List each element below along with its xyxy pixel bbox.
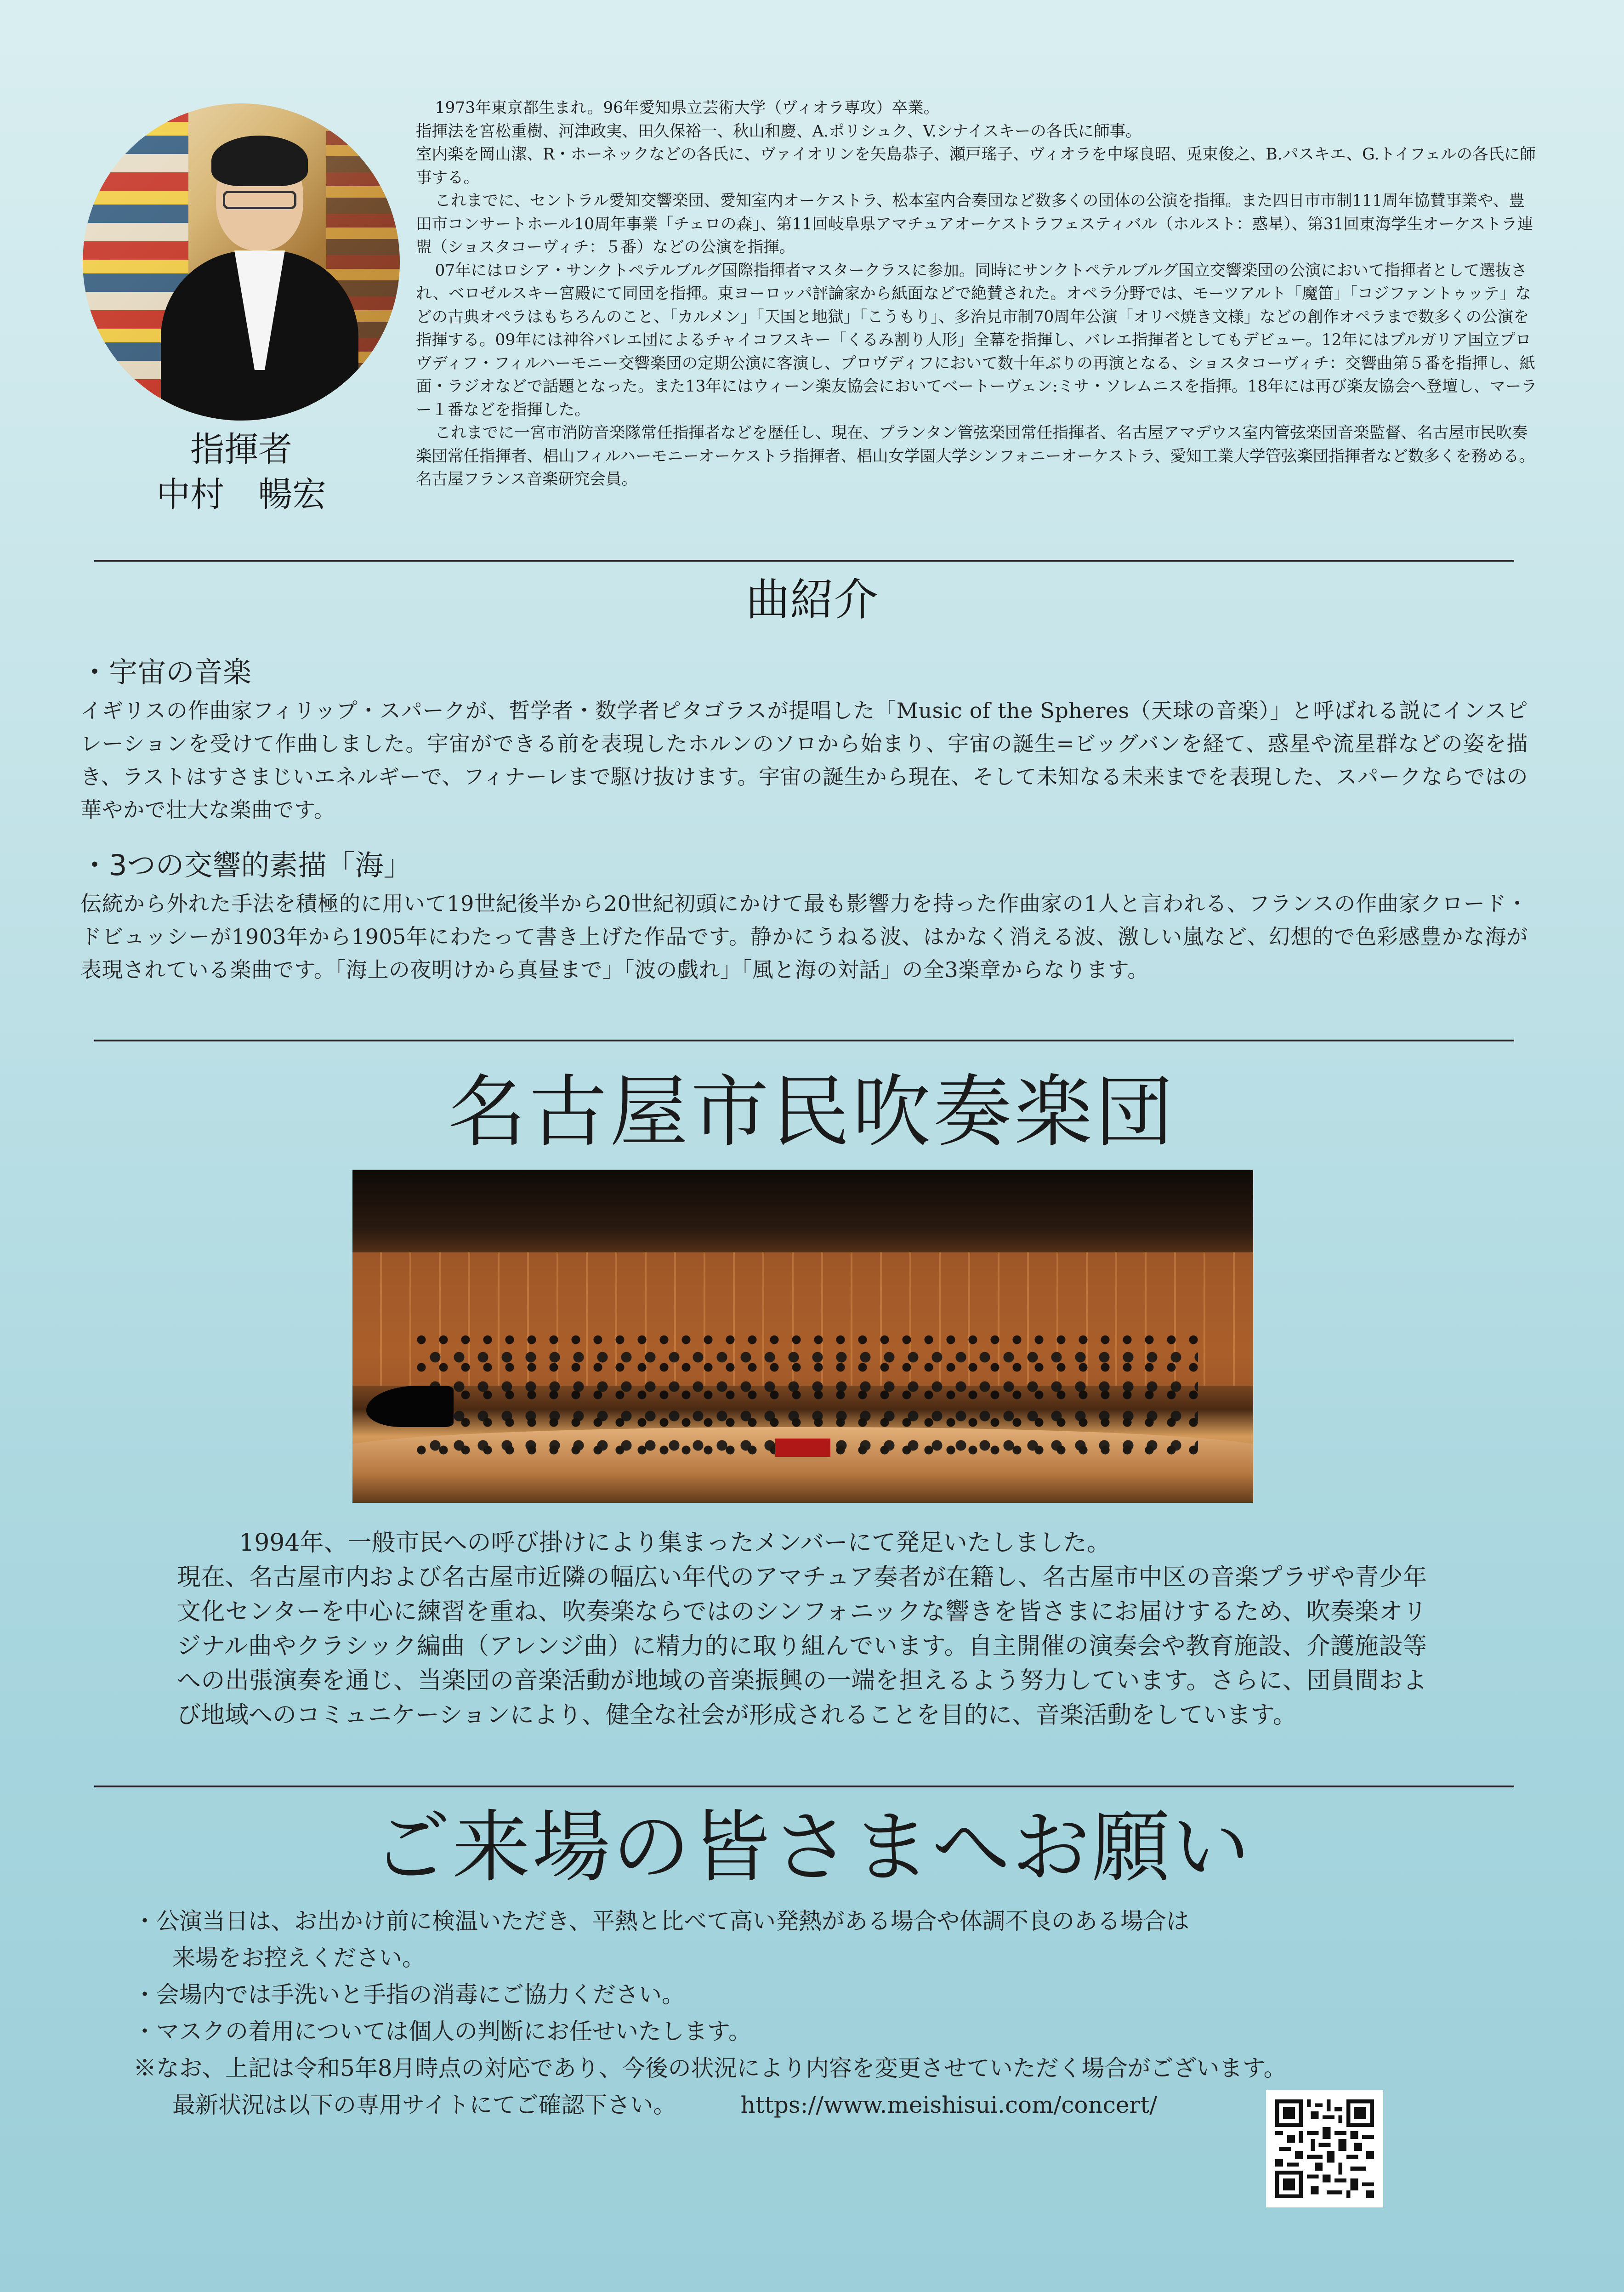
conductor-role: 指揮者 [190, 430, 292, 469]
piece-title: ・3つの交響的素描「海」 [80, 848, 412, 882]
band-description [177, 1526, 1427, 1733]
request-item: ・マスクの着用については個人の判断にお任せいたします。 [133, 2018, 751, 2045]
request-note: ※なお、上記は令和5年8月時点の対応であり、今後の状況により内容を変更させていただく場合がございます。 [133, 2055, 1287, 2082]
bio-paragraph: これまでに、セントラル愛知交響楽団、愛知室内オーケストラ、松本室内合奏団など数多くの団体の公演を指揮。また四日市市制111周年協賛事業や、豊田市コンサートホール10周年事業「チェロの森」、第11回岐阜県アマチュアオーケストラフェスティバル（ホルスト：惑星）、第31回東海学生オーケストラ連盟（ショスタコーヴィチ：５番）などの公演を指揮。 [416, 192, 1533, 256]
conductor-bio [416, 97, 1539, 491]
band-concert-photo [352, 1170, 1253, 1503]
program-title: 曲紹介 [746, 574, 878, 626]
divider [94, 1786, 1514, 1787]
request-note-continued: 最新状況は以下の専用サイトにてご確認下さい。 [172, 2092, 676, 2118]
divider [94, 1040, 1514, 1041]
bio-paragraph: 1973年東京都生まれ。96年愛知県立芸術大学（ヴィオラ専攻）卒業。 [435, 99, 940, 117]
piece-la-mer [80, 847, 1528, 986]
divider [94, 560, 1514, 562]
conductor-photo [83, 103, 400, 421]
band-description-paragraph: 現在、名古屋市内および名古屋市近隣の幅広い年代のアマチュア奏者が在籍し、名古屋市中区の音楽プラザや青少年文化センターを中心に練習を重ね、吹奏楽ならではのシンフォニックな響きを皆さまにお届けするため、吹奏楽オリジナル曲やクラシック編曲（アレンジ曲）に精力的に取り組んでいます。自主開催の演奏会や教育施設、介護施設等への出張演奏を通じ、当楽団の音楽活動が地域の音楽振興の一端を担えるよう努力しています。さらに、団員間および地域へのコミュニケーションにより、健全な社会が形成されることを目的に、音楽活動をしています。 [177, 1564, 1427, 1729]
band-title: 名古屋市民吹奏楽団 [448, 1067, 1176, 1158]
piece-description: 伝統から外れた手法を積極的に用いて19世紀後半から20世紀初頭にかけて最も影響力を持った作曲家の1人と言われる、フランスの作曲家クロード・ドビュッシーが1903年から1905年にわたって書き上げた作品です。静かにうねる波、はかなく消える波、激しい嵐など、幻想的で色彩感豊かな海が表現されている楽曲です。「海上の夜明けから真昼まで」「波の戯れ」「風と海の対話」の全3楽章からなります。 [80, 891, 1528, 982]
requests-title: ご来場の皆さまへお願い [372, 1802, 1252, 1893]
piece-space-music [80, 654, 1528, 826]
band-description-paragraph: 1994年、一般市民への呼び掛けにより集まったメンバーにて発足いたしました。 [239, 1529, 1111, 1557]
request-item: ・会場内では手洗いと手指の消毒にご協力ください。 [133, 1981, 685, 2008]
bio-paragraph: 室内楽を岡山潔、R・ホーネックなどの各氏に、ヴァイオリンを矢島恭子、瀬戸瑤子、ヴィオラを中塚良昭、兎束俊之、B.パスキエ、G.トイフェルの各氏に師事する。 [416, 145, 1536, 187]
request-item: ・公演当日は、お出かけ前に検温いただき、平熱と比べて高い発熱がある場合や体調不良のある場合は [133, 1908, 1189, 1934]
request-item-continued: 来場をお控えください。 [172, 1945, 425, 1971]
bio-paragraph: これまでに一宮市消防音楽隊常任指揮者などを歴任し、現在、プランタン管弦楽団常任指揮者、名古屋アマデウス室内管弦楽団音楽監督、名古屋市民吹奏楽団常任指揮者、椙山フィルハーモニーオーケストラ指揮者、椙山女学園大学シンフォニーオーケストラ、愛知工業大学管弦楽団指揮者など数多くを務める。名古屋フランス音楽研究会員。 [416, 424, 1535, 489]
piece-description: イギリスの作曲家フィリップ・スパークが、哲学者・数学者ピタゴラスが提唱した「Music of the Spheres（天球の音楽）」と呼ばれる説にインスピレーションを受けて作曲しました。宇宙ができる前を表現したホルンのソロから始まり、宇宙の誕生=ビッグバンを経て、惑星や流星群などの姿を描き、ラストはすさまじいエネルギーで、フィナーレまで駆け抜けます。宇宙の誕生から現在、そして未知なる未来までを表現した、スパークならではの華やかで壮大な楽曲です。 [80, 698, 1528, 822]
qr-code[interactable] [1266, 2090, 1383, 2207]
concert-site-link[interactable]: https://www.meishisui.com/concert/ [740, 2092, 1158, 2118]
conductor-name: 中村 暢宏 [156, 475, 326, 514]
bio-paragraph: 07年にはロシア・サンクトペテルブルグ国際指揮者マスタークラスに参加。同時にサンクトペテルブルグ国立交響楽団の公演において指揮者として選抜され、ベロゼルスキー宮殿にて同団を指揮。東ヨーロッパ評論家から紙面などで絶賛された。オペラ分野では、モーツアルト「魔笛」「コジファントゥッテ」などの古典オペラはもちろんのこと、「カルメン」「天国と地獄」「こうもり」、多治見市制70周年公演「オリベ焼き文様」などの創作オペラまで数多くの公演を指揮する。09年には神谷バレエ団によるチャイコフスキー「くるみ割り人形」全幕を指揮し、バレエ指揮者としてもデビュー。12年にはブルガリア国立プロヴディフ・フィルハーモニー交響楽団の定期公演に客演し、プロヴディフにおいて数十年ぶりの再演となる、ショスタコーヴィチ：交響曲第５番を指揮し、紙面・ラジオなどで話題となった。また13年にはウィーン楽友協会においてベートーヴェン:ミサ・ソレムニスを指揮。18年には再び楽友協会へ登壇し、マーラー１番などを指揮した。 [416, 261, 1537, 419]
bio-paragraph: 指揮法を宮松重樹、河津政実、田久保裕一、秋山和慶、A.ポリシュク、V.シナイスキーの各氏に師事。 [416, 122, 1141, 141]
piece-title: ・宇宙の音楽 [80, 655, 252, 689]
